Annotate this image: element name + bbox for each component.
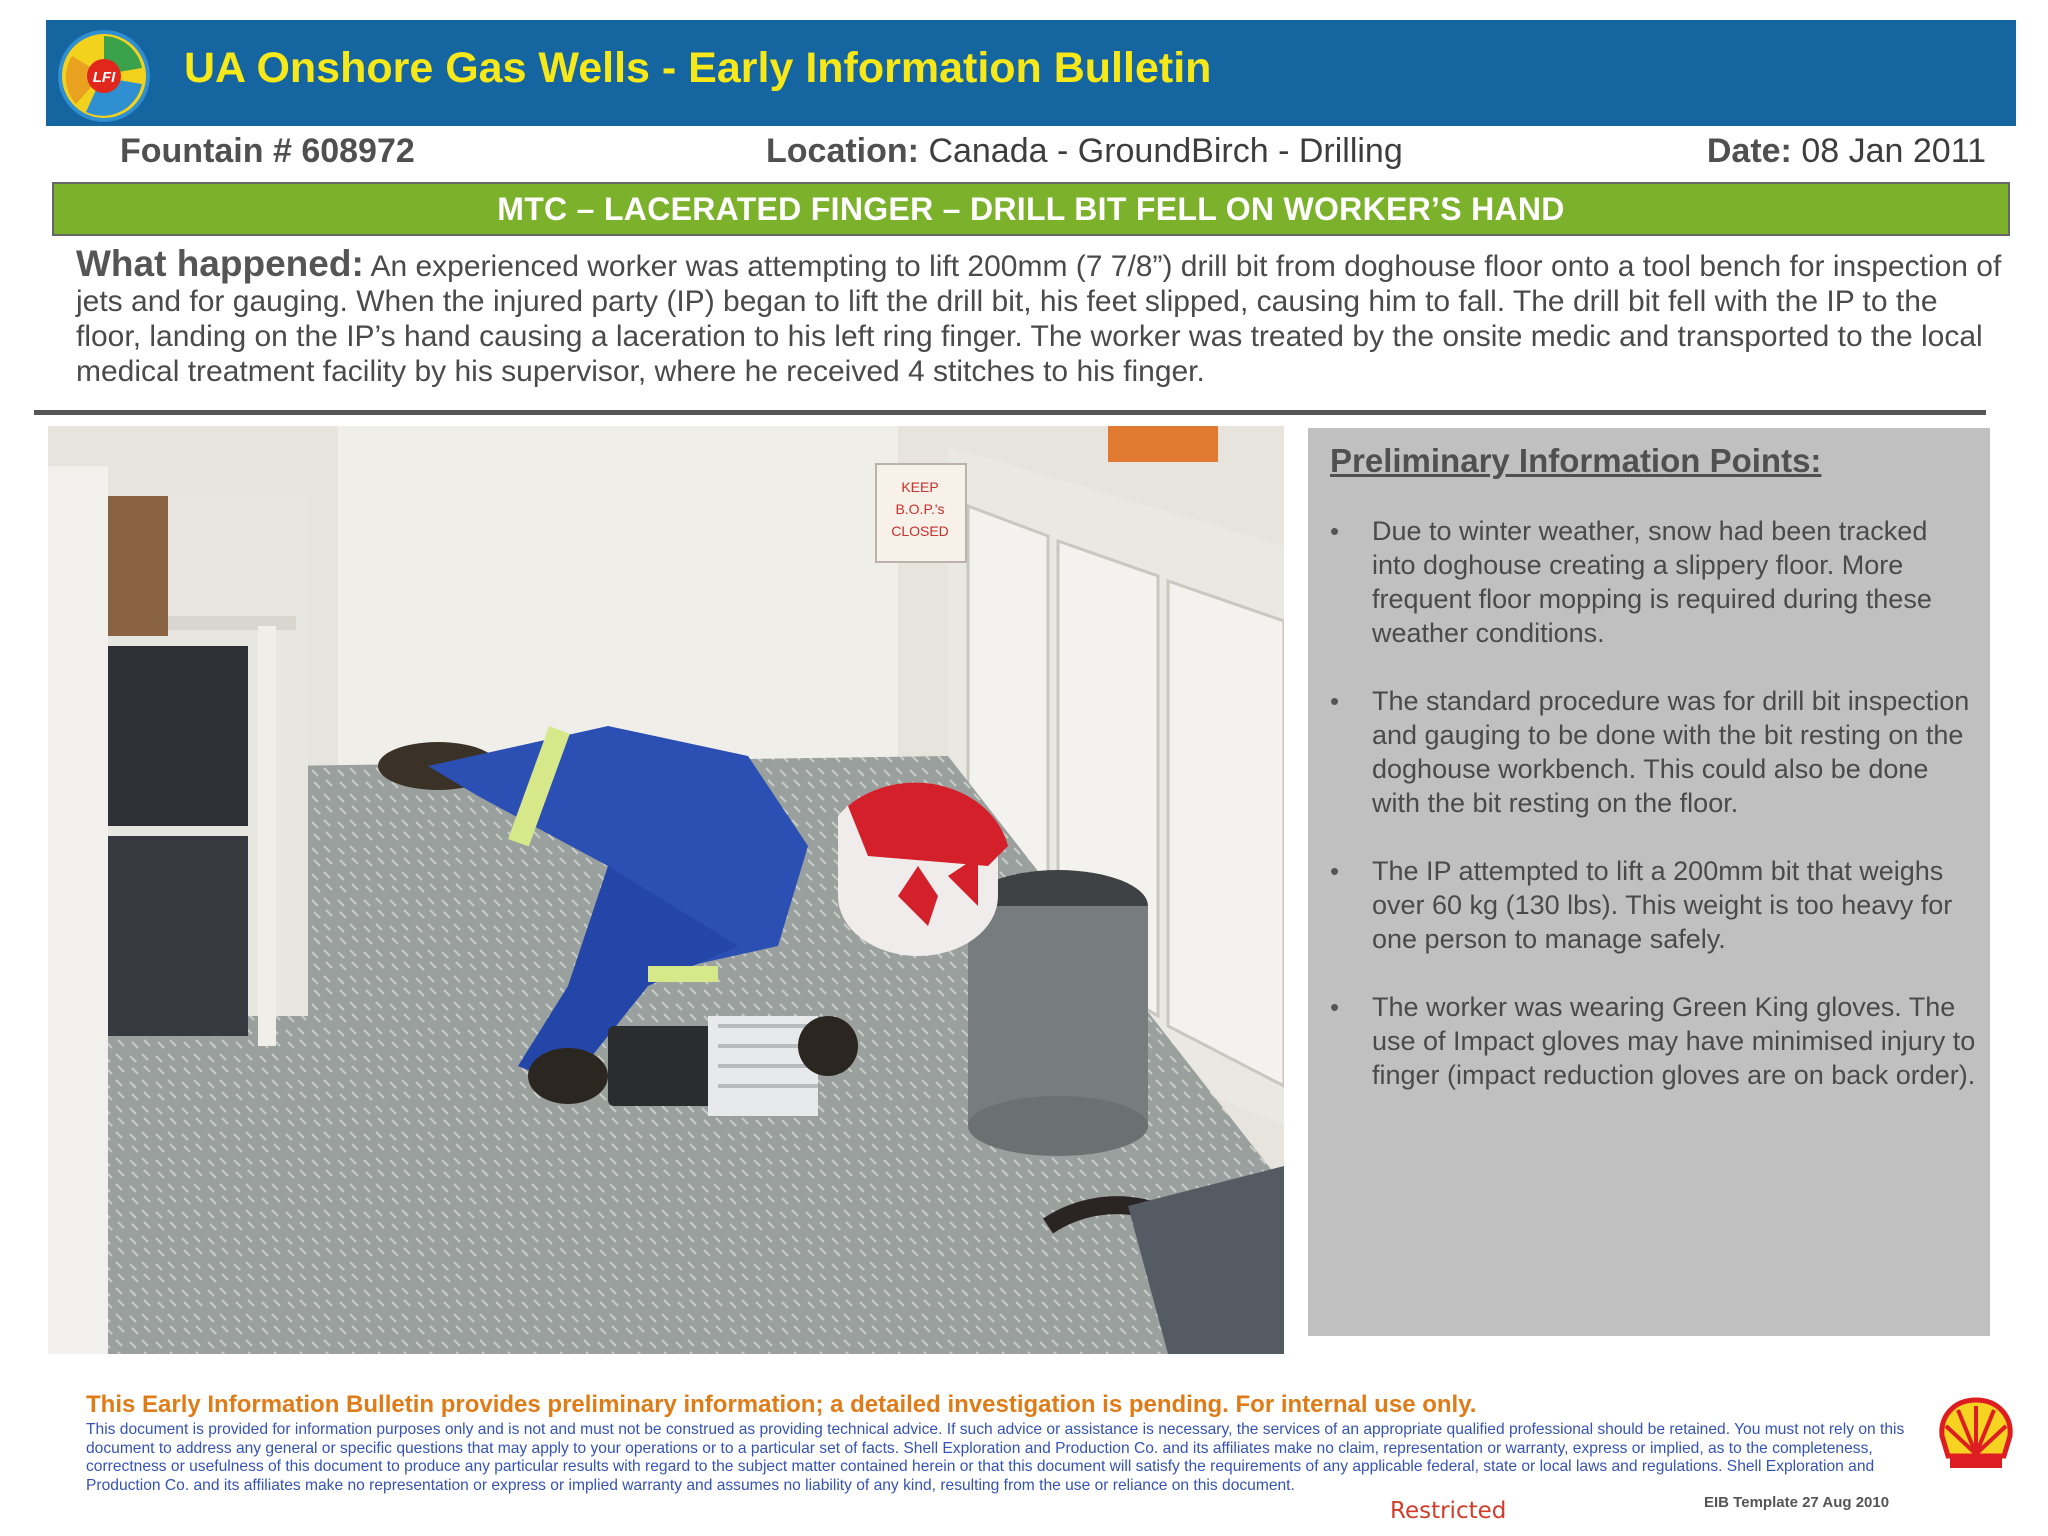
location xyxy=(766,132,1403,171)
list-item xyxy=(1330,514,1978,650)
info-point-text: The standard procedure was for drill bit inspection and gauging to be done with the bit resting on the doghouse workbench. This could also be done with the bit resting on the floor. xyxy=(1372,686,1970,818)
bulletin-header xyxy=(46,20,2016,126)
list-item xyxy=(1330,854,1978,956)
incident-photo xyxy=(48,426,1284,1354)
list-item xyxy=(1330,684,1978,820)
logo-text: LFI xyxy=(92,69,116,86)
list-item xyxy=(1330,990,1978,1092)
template-version: EIB Template 27 Aug 2010 xyxy=(1704,1494,1890,1511)
date xyxy=(1707,132,1986,171)
info-point-text: The IP attempted to lift a 200mm bit that weighs over 60 kg (130 lbs). This weight is too heavy for one person to manage safely. xyxy=(1372,856,1953,954)
bullet-icon: • xyxy=(1330,516,1340,546)
fountain-number: Fountain # 608972 xyxy=(120,132,415,170)
date-value: 08 Jan 2011 xyxy=(1801,132,1986,170)
info-point-text: The worker was wearing Green King gloves. The use of Impact gloves may have minimised injury to finger (impact reduction gloves are on back order). xyxy=(1372,992,1976,1090)
bullet-icon: • xyxy=(1330,856,1340,886)
location-value: Canada - GroundBirch - Drilling xyxy=(928,132,1403,170)
lfi-badge-icon xyxy=(56,28,152,124)
sign-line-2: B.O.P.'s xyxy=(895,501,945,517)
internal-use-notice: This Early Information Bulletin provides preliminary information; a detailed investigation is pending. For internal use only. xyxy=(86,1391,1477,1418)
info-panel-title: Preliminary Information Points: xyxy=(1330,442,1822,479)
date-label: Date: xyxy=(1706,132,1792,170)
location-label: Location: xyxy=(766,132,919,170)
sign-line-1: KEEP xyxy=(901,479,939,495)
what-happened-section xyxy=(76,243,2006,389)
info-point-text: Due to winter weather, snow had been tracked into doghouse creating a slippery floor. More frequent floor mopping is required during these weather conditions. xyxy=(1372,516,1932,648)
sign-graphic xyxy=(876,464,966,562)
legal-disclaimer: This document is provided for information purposes only and is not and must not be construed as providing technical advice. If such advice or assistance is necessary, the services of an appropriate qualified professional should be retained. You must not rely on this document to address any general or specific questions that may apply to your operations or to a particular set of facts. Shell Exploration and Production Co. and its affiliates make no claim, representation or warranty, express or implied, as to the completeness, correctness or usefulness of this document to produce any particular results with regard to the subject matter contained herein or that this document will satisfy the requirements of any applicable federal, state or local laws and regulations. Shell Exploration and Production Co. and its affiliates make no representation or express or implied warranty and assumes no liability of any kind, resulting from the use or reliance on this document. xyxy=(86,1421,1905,1494)
info-points-list xyxy=(1330,514,1978,1126)
sign-line-3: CLOSED xyxy=(891,523,949,539)
what-happened-text: An experienced worker was attempting to lift 200mm (7 7/8”) drill bit from doghouse floor onto a tool bench for inspection of jets and for gauging. When the injured party (IP) began to lift the drill bit, his feet slipped, causing him to fall. The drill bit fell with the IP to the floor, landing on the IP’s hand causing a laceration to his left ring finger. The worker was treated by the onsite medic and transported to the local medical treatment facility by his supervisor, where he received 4 stitches to his finger. xyxy=(76,250,2002,388)
shell-pecten-logo-icon xyxy=(1936,1396,2016,1472)
page-title: UA Onshore Gas Wells - Early Information Bulletin xyxy=(184,44,1212,92)
what-happened-label: What happened: xyxy=(76,243,364,284)
section-divider xyxy=(34,410,1986,415)
restricted-label: Restricted xyxy=(1390,1498,1507,1524)
preliminary-info-panel xyxy=(1308,428,1990,1336)
bullet-icon: • xyxy=(1330,992,1340,1022)
incident-banner: MTC – LACERATED FINGER – DRILL BIT FELL ON WORKER’S HAND xyxy=(52,182,2010,236)
bullet-icon: • xyxy=(1330,686,1340,716)
